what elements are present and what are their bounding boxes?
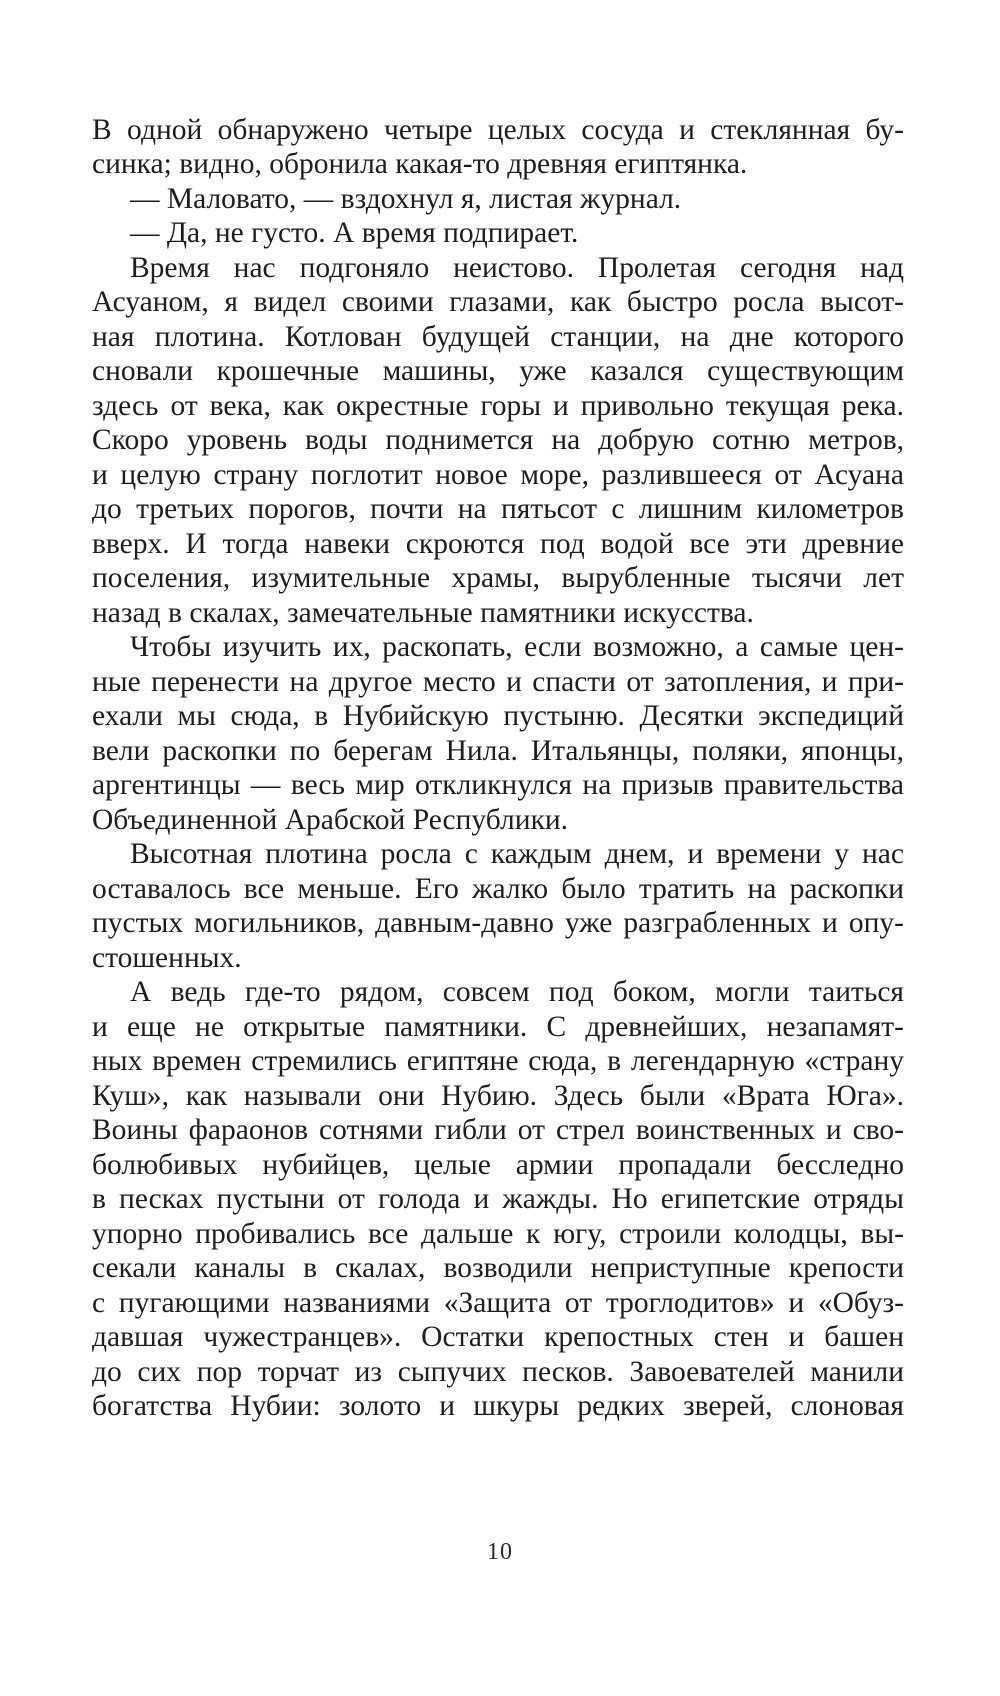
text-line: назад в скалах, замечательные памятники искусства. [92,597,754,629]
text-line: до сих пор торчат из сыпучих песков. Завоевателей манили [92,1356,904,1388]
text-line: поселения, изумительные храмы, вырубленные тысячи лет [92,562,904,594]
text-line: богатства Нубии: золото и шкуры редких зверей, слоновая [92,1390,904,1422]
text-line: оставалось все меньше. Его жалко было тратить на раскопки [92,873,904,905]
text-line: и еще не открытые памятники. С древнейших, незапамят- [92,1011,904,1043]
text-line: В одной обнаружено четыре целых сосуда и стеклянная бу- [92,114,904,146]
text-line: стошенных. [92,942,242,974]
text-line: А ведь где-то рядом, совсем под боком, могли таиться [130,976,904,1008]
text-line: с пугающими названиями «Защита от троглодитов» и «Обуз- [92,1287,904,1319]
text-line: Высотная плотина росла с каждым днем, и времени у нас [130,838,904,870]
text-line: секали каналы в скалах, возводили неприступные крепости [92,1252,904,1284]
text-line: упорно пробивались все дальше к югу, строили колодцы, вы- [92,1218,904,1250]
text-line: Асуаном, я видел своими глазами, как быстро росла высот- [92,286,904,318]
text-line: пустых могильников, давным-давно уже разграбленных и опу- [92,907,904,939]
book-page-body [92,112,904,1532]
text-line: вели раскопки по берегам Нила. Итальянцы, поляки, японцы, [92,735,904,767]
text-line: Чтобы изучить их, раскопать, если возможно, а самые цен- [130,631,904,663]
text-line: здесь от века, как окрестные горы и привольно текущая река. [92,390,904,422]
text-line: ехали мы сюда, в Нубийскую пустыню. Десятки экспедиций [92,700,904,732]
text-line: и целую страну поглотит новое море, разлившееся от Асуана [92,459,904,491]
text-line: сновали крошечные машины, уже казался существующим [92,355,904,387]
text-line: Воины фараонов сотнями гибли от стрел воинственных и сво- [92,1114,904,1146]
text-line: ная плотина. Котлован будущей станции, на дне которого [92,321,904,353]
text-line: вверх. И тогда навеки скроются под водой все эти древние [92,528,904,560]
text-line: до третьих порогов, почти на пятьсот с лишним километров [92,493,904,525]
text-line: синка; видно, обронила какая-то древняя египтянка. [92,148,748,180]
text-line: Объединенной Арабской Республики. [92,804,569,836]
text-line: ные перенести на другое место и спасти от затопления, и при- [92,666,904,698]
page-number: 10 [487,1539,513,1565]
text-line: болюбивых нубийцев, целые армии пропадали бесследно [92,1149,904,1181]
text-line: Скоро уровень воды поднимется на добрую сотню метров, [92,424,904,456]
text-line: в песках пустыни от голода и жажды. Но египетские отряды [92,1183,904,1215]
text-line: аргентинцы — весь мир откликнулся на призыв правительства [92,769,904,801]
text-line: Время нас подгоняло неистово. Пролетая сегодня над [130,252,904,284]
text-line: давшая чужестранцев». Остатки крепостных стен и башен [92,1321,904,1353]
text-line: — Да, не густо. А время подпирает. [130,217,579,249]
text-line: Куш», как называли они Нубию. Здесь были «Врата Юга». [92,1080,904,1112]
text-line: — Маловато, — вздохнул я, листая журнал. [130,183,682,215]
text-line: ных времен стремились египтяне сюда, в легендарную «страну [92,1045,904,1077]
